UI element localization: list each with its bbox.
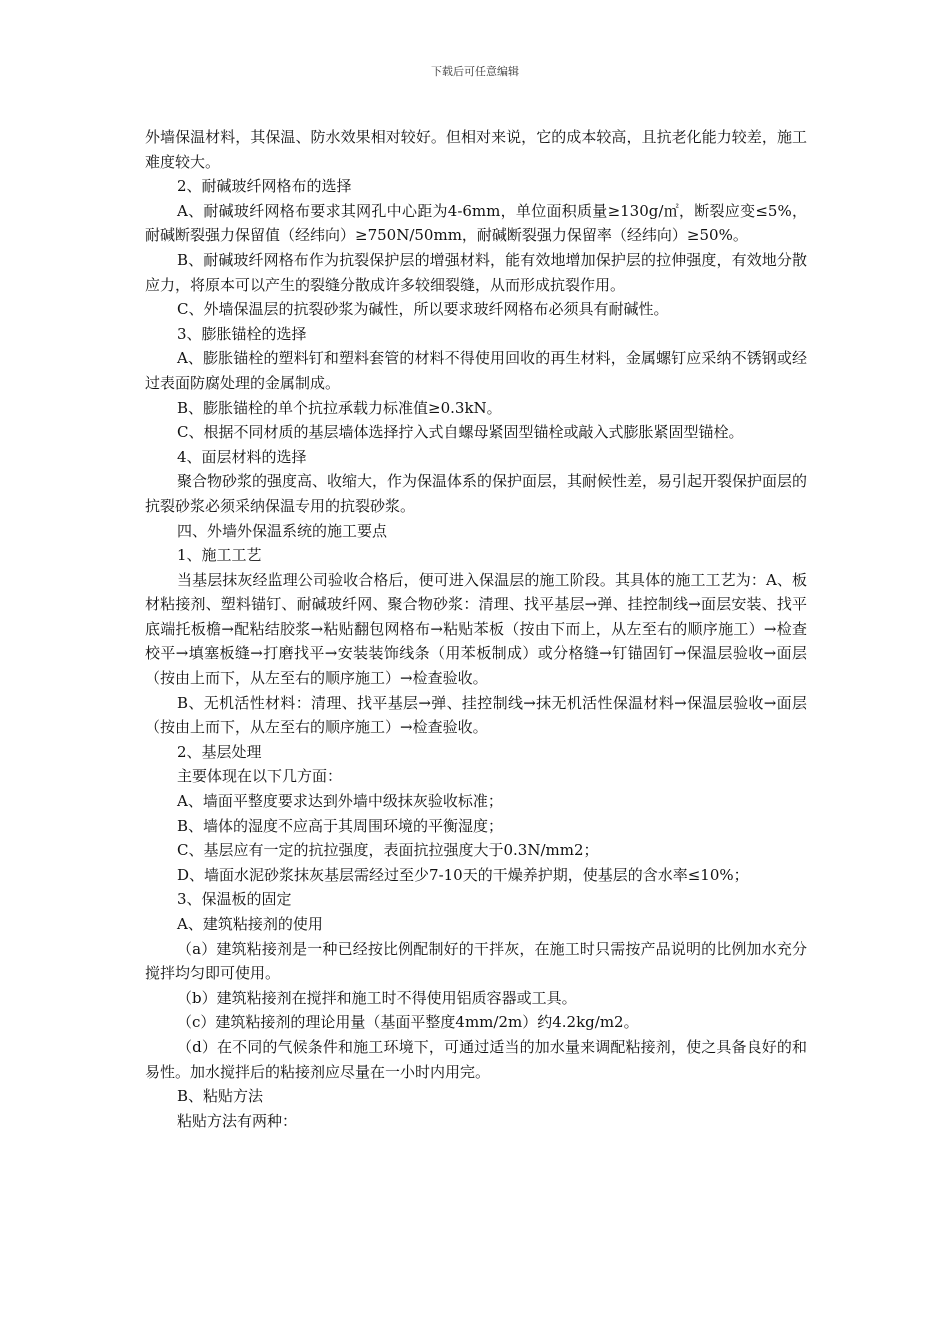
paragraph: （b）建筑粘接剂在搅拌和施工时不得使用铝质容器或工具。 xyxy=(177,988,577,1007)
paragraph: （a）建筑粘接剂是一种已经按比例配制好的干拌灰，在施工时只需按产品说明的比例加水充分搅拌均匀即可使用。 xyxy=(145,939,807,983)
paragraph: A、建筑粘接剂的使用 xyxy=(177,915,323,933)
paragraph: 1、施工工艺 xyxy=(177,546,262,565)
paragraph: A、耐碱玻纤网格布要求其网孔中心距为4-6mm，单位面积质量≥130g/㎡，断裂应变≤5%，耐碱断裂强力保留值（经纬向）≥750N/50mm，耐碱断裂强力保留率（经纬向）≥50%。 xyxy=(145,201,807,245)
paragraph: A、墙面平整度要求达到外墙中级抹灰验收标准； xyxy=(177,792,503,811)
paragraph: C、根据不同材质的基层墙体选择拧入式自螺母紧固型锚栓或敲入式膨胀紧固型锚栓。 xyxy=(177,423,744,442)
paragraph: B、耐碱玻纤网格布作为抗裂保护层的增强材料，能有效地增加保护层的拉伸强度，有效地分散应力，将原本可以产生的裂缝分散成许多较细裂缝，从而形成抗裂作用。 xyxy=(145,250,807,294)
paragraph: 当基层抹灰经监理公司验收合格后，便可进入保温层的施工阶段。其具体的施工工艺为：A、板材粘接剂、塑料锚钉、耐碱玻纤网、聚合物砂浆：清理、找平基层→弹、挂控制线→面层安装、找平底端托板檐→配粘结胶浆→粘贴翻包网格布→粘贴苯板（按由下而上，从左至右的顺序施工）→检查校平→填塞板缝→打磨找平→安装装饰线条（用苯板制成）或分格缝→钉锚固钉→保温层验收→面层（按由上而下，从左至右的顺序施工）→检查验收。 xyxy=(145,570,807,688)
paragraph: 四、外墙外保温系统的施工要点 xyxy=(177,521,388,540)
paragraph: C、基层应有一定的抗拉强度，表面抗拉强度大于0.3N/mm2； xyxy=(177,841,599,860)
paragraph: C、外墙保温层的抗裂砂浆为碱性，所以要求玻纤网格布必须具有耐碱性。 xyxy=(177,300,669,319)
document-body xyxy=(145,125,807,1133)
paragraph: A、膨胀锚栓的塑料钉和塑料套管的材料不得使用回收的再生材料，金属螺钉应采纳不锈钢或经过表面防腐处理的金属制成。 xyxy=(145,349,807,392)
page-header: 下载后可任意编辑 xyxy=(431,65,519,78)
paragraph: 主要体现在以下几方面： xyxy=(177,767,343,786)
paragraph: 2、基层处理 xyxy=(177,742,262,761)
paragraph: B、无机活性材料：清理、找平基层→弹、挂控制线→抹无机活性保温材料→保温层验收→面层（按由上而下，从左至右的顺序施工）→检查验收。 xyxy=(145,693,807,737)
paragraph: B、膨胀锚栓的单个抗拉承载力标准值≥0.3kN。 xyxy=(177,398,502,417)
paragraph: B、粘贴方法 xyxy=(177,1087,264,1106)
paragraph: （c）建筑粘接剂的理论用量（基面平整度4mm/2m）约4.2kg/m2。 xyxy=(177,1013,639,1032)
paragraph: D、墙面水泥砂浆抹灰基层需经过至少7-10天的干燥养护期，使基层的含水率≤10%； xyxy=(177,865,749,884)
paragraph: 4、面层材料的选择 xyxy=(177,447,307,466)
paragraph: B、墙体的湿度不应高于其周围环境的平衡湿度； xyxy=(177,816,504,835)
paragraph: 3、膨胀锚栓的选择 xyxy=(177,324,307,343)
paragraph: 粘贴方法有两种： xyxy=(177,1111,298,1130)
paragraph: 2、耐碱玻纤网格布的选择 xyxy=(177,177,352,196)
paragraph: 外墙保温材料，其保温、防水效果相对较好。但相对来说，它的成本较高，且抗老化能力较差，施工难度较大。 xyxy=(145,128,807,171)
paragraph: （d）在不同的气候条件和施工环境下，可通过适当的加水量来调配粘接剂，使之具备良好的和易性。加水搅拌后的粘接剂应尽量在一小时内用完。 xyxy=(145,1037,807,1081)
paragraph: 聚合物砂浆的强度高、收缩大，作为保温体系的保护面层，其耐候性差，易引起开裂保护面层的抗裂砂浆必须采纳保温专用的抗裂砂浆。 xyxy=(145,472,808,515)
paragraph: 3、保温板的固定 xyxy=(177,890,292,909)
